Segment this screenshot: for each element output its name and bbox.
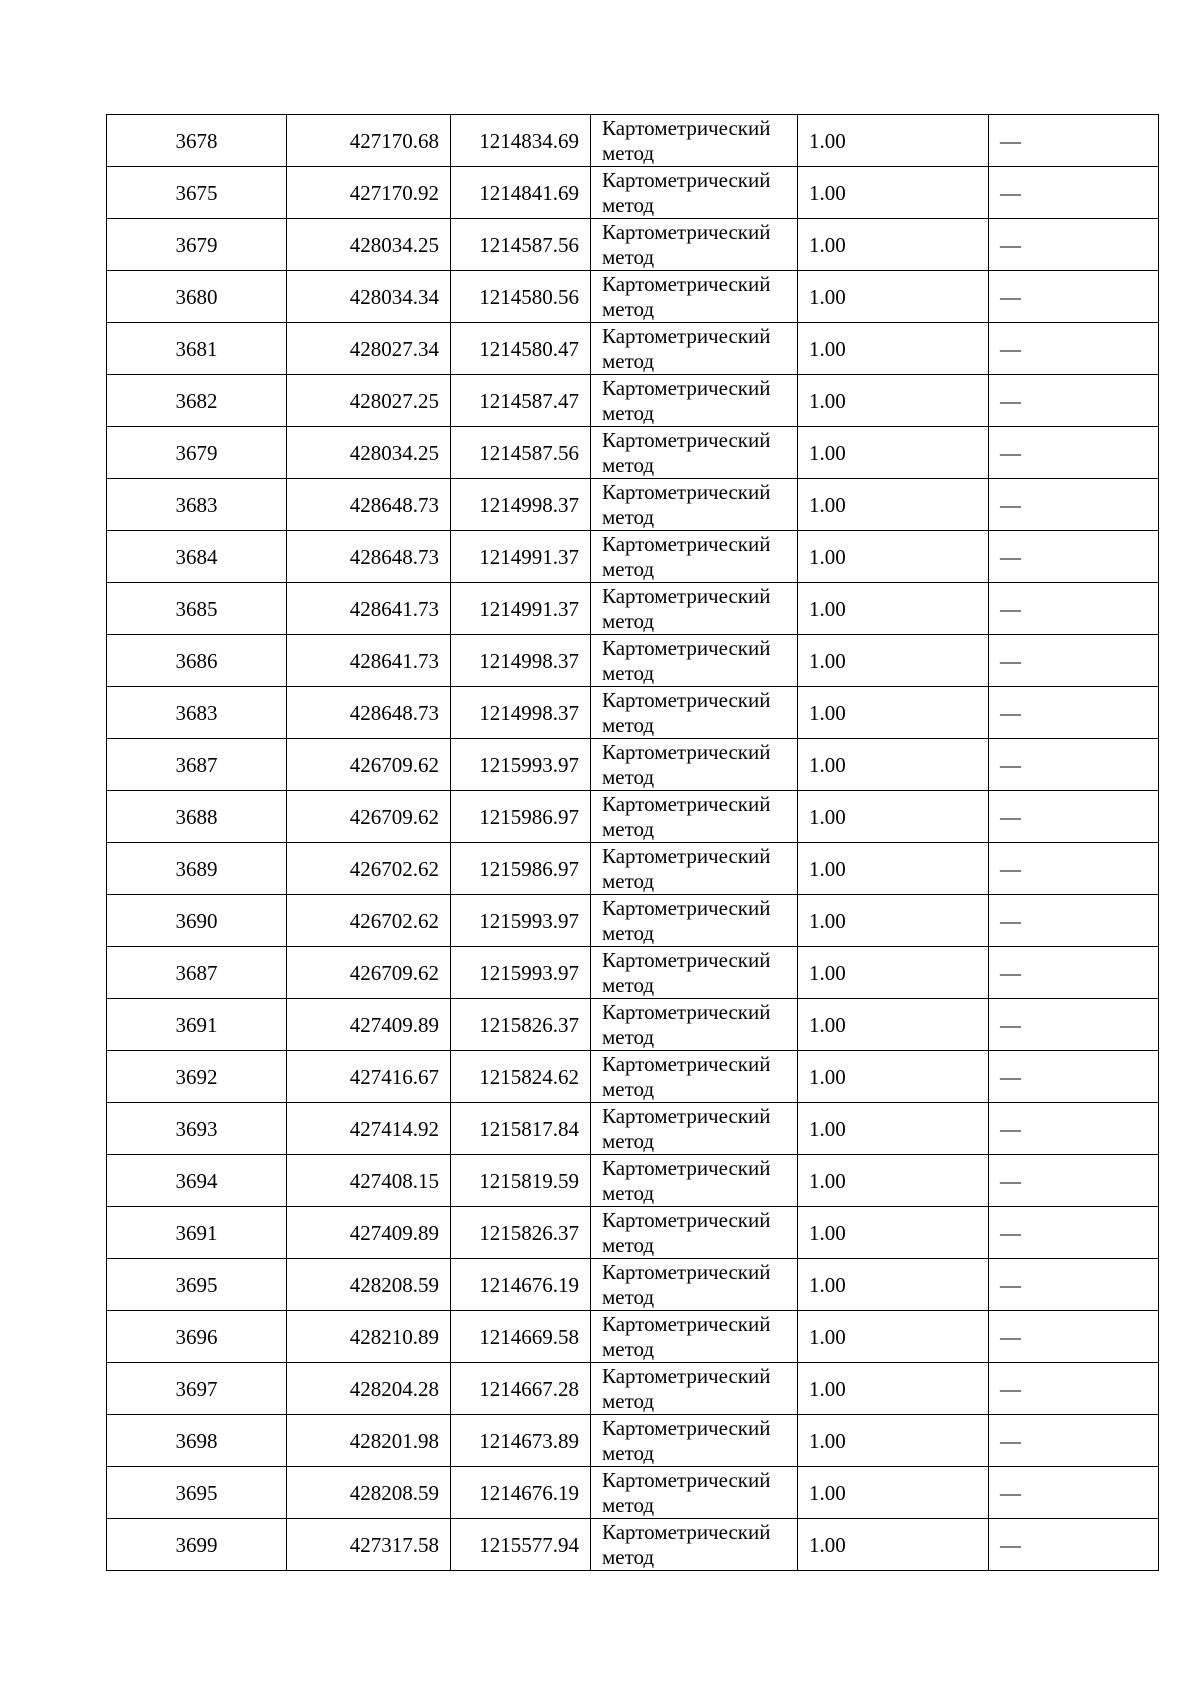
point-number-cell: 3678 [107,115,287,167]
description-cell: — [989,271,1159,323]
accuracy-cell: 1.00 [798,1051,989,1103]
point-number-cell: 3679 [107,219,287,271]
description-cell: — [989,583,1159,635]
description-cell: — [989,1259,1159,1311]
method-cell [591,999,798,1051]
table-row [107,635,1159,687]
method-cell [591,1415,798,1467]
accuracy-cell: 1.00 [798,1155,989,1207]
table-row [107,531,1159,583]
accuracy-cell: 1.00 [798,583,989,635]
y-coordinate-cell: 1214580.47 [451,323,591,375]
method-line: метод [602,816,655,841]
method-line: Картометрический [602,375,771,400]
accuracy-cell: 1.00 [798,1259,989,1311]
table-row [107,947,1159,999]
method-line: Картометрический [602,947,771,972]
x-coordinate-cell: 428648.73 [287,479,451,531]
x-coordinate-cell: 428648.73 [287,531,451,583]
description-cell: — [989,1207,1159,1259]
method-line: Картометрический [602,1363,771,1388]
description-cell: — [989,1155,1159,1207]
table-row [107,1519,1159,1571]
table-row [107,739,1159,791]
x-coordinate-cell: 428027.34 [287,323,451,375]
y-coordinate-cell: 1214587.56 [451,427,591,479]
y-coordinate-cell: 1214998.37 [451,635,591,687]
point-number-cell: 3691 [107,999,287,1051]
method-line: Картометрический [602,999,771,1024]
y-coordinate-cell: 1214834.69 [451,115,591,167]
table-row [107,167,1159,219]
y-coordinate-cell: 1215824.62 [451,1051,591,1103]
method-line: метод [602,1180,655,1205]
description-cell: — [989,687,1159,739]
method-line: метод [602,192,655,217]
method-line: Картометрический [602,791,771,816]
accuracy-cell: 1.00 [798,687,989,739]
description-cell: — [989,1103,1159,1155]
method-line: Картометрический [602,739,771,764]
x-coordinate-cell: 428641.73 [287,583,451,635]
table-row [107,323,1159,375]
point-number-cell: 3696 [107,1311,287,1363]
y-coordinate-cell: 1214667.28 [451,1363,591,1415]
method-cell [591,843,798,895]
method-line: метод [602,140,655,165]
method-line: Картометрический [602,843,771,868]
x-coordinate-cell: 428034.25 [287,427,451,479]
accuracy-cell: 1.00 [798,115,989,167]
table-row [107,791,1159,843]
table-row [107,1051,1159,1103]
y-coordinate-cell: 1215993.97 [451,947,591,999]
accuracy-cell: 1.00 [798,323,989,375]
method-cell [591,739,798,791]
method-line: Картометрический [602,271,771,296]
method-cell [591,375,798,427]
description-cell: — [989,1415,1159,1467]
x-coordinate-cell: 428641.73 [287,635,451,687]
table-row [107,583,1159,635]
method-line: метод [602,348,655,373]
method-cell [591,1363,798,1415]
method-line: метод [602,1440,655,1465]
description-cell: — [989,427,1159,479]
description-cell: — [989,1311,1159,1363]
method-line: Картометрический [602,687,771,712]
method-line: Картометрический [602,1467,771,1492]
table-row [107,427,1159,479]
method-line: метод [602,920,655,945]
point-number-cell: 3692 [107,1051,287,1103]
point-number-cell: 3684 [107,531,287,583]
accuracy-cell: 1.00 [798,1519,989,1571]
x-coordinate-cell: 427409.89 [287,1207,451,1259]
method-line: метод [602,1232,655,1257]
table-row [107,375,1159,427]
description-cell: — [989,115,1159,167]
method-cell [591,687,798,739]
method-line: метод [602,1076,655,1101]
description-cell: — [989,1051,1159,1103]
method-line: Картометрический [602,1311,771,1336]
table-row [107,1207,1159,1259]
method-line: метод [602,608,655,633]
method-line: метод [602,660,655,685]
point-number-cell: 3691 [107,1207,287,1259]
y-coordinate-cell: 1214841.69 [451,167,591,219]
method-cell [591,323,798,375]
method-line: Картометрический [602,1103,771,1128]
method-line: Картометрический [602,635,771,660]
description-cell: — [989,895,1159,947]
coordinates-table [106,114,1159,1571]
accuracy-cell: 1.00 [798,1363,989,1415]
method-cell [591,1311,798,1363]
method-cell [591,895,798,947]
table-row [107,843,1159,895]
method-line: Картометрический [602,1207,771,1232]
point-number-cell: 3695 [107,1467,287,1519]
x-coordinate-cell: 428208.59 [287,1467,451,1519]
method-line: метод [602,1128,655,1153]
description-cell: — [989,479,1159,531]
accuracy-cell: 1.00 [798,635,989,687]
point-number-cell: 3699 [107,1519,287,1571]
description-cell: — [989,219,1159,271]
method-line: Картометрический [602,1415,771,1440]
point-number-cell: 3686 [107,635,287,687]
y-coordinate-cell: 1214991.37 [451,531,591,583]
point-number-cell: 3675 [107,167,287,219]
x-coordinate-cell: 428208.59 [287,1259,451,1311]
method-line: Картометрический [602,583,771,608]
method-line: Картометрический [602,1051,771,1076]
description-cell: — [989,791,1159,843]
method-line: Картометрический [602,427,771,452]
method-line: метод [602,452,655,477]
x-coordinate-cell: 428210.89 [287,1311,451,1363]
accuracy-cell: 1.00 [798,1415,989,1467]
accuracy-cell: 1.00 [798,479,989,531]
method-cell [591,583,798,635]
y-coordinate-cell: 1214998.37 [451,687,591,739]
point-number-cell: 3682 [107,375,287,427]
description-cell: — [989,947,1159,999]
method-line: Картометрический [602,531,771,556]
x-coordinate-cell: 427409.89 [287,999,451,1051]
point-number-cell: 3681 [107,323,287,375]
x-coordinate-cell: 428648.73 [287,687,451,739]
method-line: метод [602,400,655,425]
y-coordinate-cell: 1214991.37 [451,583,591,635]
y-coordinate-cell: 1214587.47 [451,375,591,427]
point-number-cell: 3683 [107,479,287,531]
x-coordinate-cell: 427416.67 [287,1051,451,1103]
accuracy-cell: 1.00 [798,1311,989,1363]
y-coordinate-cell: 1214676.19 [451,1259,591,1311]
point-number-cell: 3698 [107,1415,287,1467]
table-row [107,1103,1159,1155]
accuracy-cell: 1.00 [798,531,989,583]
accuracy-cell: 1.00 [798,219,989,271]
description-cell: — [989,531,1159,583]
point-number-cell: 3688 [107,791,287,843]
table-row [107,115,1159,167]
method-cell [591,167,798,219]
y-coordinate-cell: 1215986.97 [451,843,591,895]
point-number-cell: 3680 [107,271,287,323]
description-cell: — [989,739,1159,791]
method-line: Картометрический [602,1519,771,1544]
x-coordinate-cell: 427408.15 [287,1155,451,1207]
y-coordinate-cell: 1214669.58 [451,1311,591,1363]
method-line: Картометрический [602,167,771,192]
description-cell: — [989,843,1159,895]
accuracy-cell: 1.00 [798,999,989,1051]
y-coordinate-cell: 1215993.97 [451,739,591,791]
y-coordinate-cell: 1214998.37 [451,479,591,531]
y-coordinate-cell: 1215826.37 [451,1207,591,1259]
table-body [107,115,1159,1571]
method-cell [591,531,798,583]
method-cell [591,1207,798,1259]
method-line: метод [602,1024,655,1049]
description-cell: — [989,1467,1159,1519]
method-line: метод [602,1388,655,1413]
method-cell [591,115,798,167]
method-line: метод [602,972,655,997]
method-line: метод [602,244,655,269]
point-number-cell: 3687 [107,739,287,791]
accuracy-cell: 1.00 [798,895,989,947]
y-coordinate-cell: 1215986.97 [451,791,591,843]
y-coordinate-cell: 1214676.19 [451,1467,591,1519]
x-coordinate-cell: 426709.62 [287,947,451,999]
point-number-cell: 3689 [107,843,287,895]
method-cell [591,479,798,531]
x-coordinate-cell: 426702.62 [287,843,451,895]
accuracy-cell: 1.00 [798,427,989,479]
y-coordinate-cell: 1215993.97 [451,895,591,947]
table-row [107,1259,1159,1311]
accuracy-cell: 1.00 [798,843,989,895]
method-cell [591,1155,798,1207]
point-number-cell: 3694 [107,1155,287,1207]
y-coordinate-cell: 1215826.37 [451,999,591,1051]
table-row [107,1155,1159,1207]
accuracy-cell: 1.00 [798,1103,989,1155]
method-line: Картометрический [602,115,771,140]
x-coordinate-cell: 428204.28 [287,1363,451,1415]
method-cell [591,1259,798,1311]
table-row [107,479,1159,531]
method-cell [591,1103,798,1155]
accuracy-cell: 1.00 [798,375,989,427]
table-row [107,999,1159,1051]
description-cell: — [989,1519,1159,1571]
method-line: метод [602,764,655,789]
method-line: метод [602,556,655,581]
x-coordinate-cell: 426709.62 [287,739,451,791]
point-number-cell: 3693 [107,1103,287,1155]
table-row [107,271,1159,323]
method-cell [591,1051,798,1103]
y-coordinate-cell: 1214580.56 [451,271,591,323]
description-cell: — [989,167,1159,219]
table-row [107,219,1159,271]
description-cell: — [989,635,1159,687]
accuracy-cell: 1.00 [798,1467,989,1519]
method-line: метод [602,868,655,893]
method-cell [591,219,798,271]
table-row [107,1311,1159,1363]
table-row [107,1415,1159,1467]
method-line: Картометрический [602,895,771,920]
method-line: метод [602,1544,655,1569]
point-number-cell: 3697 [107,1363,287,1415]
point-number-cell: 3679 [107,427,287,479]
description-cell: — [989,375,1159,427]
point-number-cell: 3687 [107,947,287,999]
x-coordinate-cell: 427317.58 [287,1519,451,1571]
method-cell [591,947,798,999]
table-row [107,1363,1159,1415]
method-line: метод [602,1336,655,1361]
description-cell: — [989,323,1159,375]
description-cell: — [989,999,1159,1051]
x-coordinate-cell: 427414.92 [287,1103,451,1155]
method-line: метод [602,1284,655,1309]
y-coordinate-cell: 1215577.94 [451,1519,591,1571]
point-number-cell: 3683 [107,687,287,739]
method-cell [591,427,798,479]
x-coordinate-cell: 428201.98 [287,1415,451,1467]
x-coordinate-cell: 426702.62 [287,895,451,947]
table-row [107,895,1159,947]
accuracy-cell: 1.00 [798,1207,989,1259]
point-number-cell: 3685 [107,583,287,635]
y-coordinate-cell: 1214587.56 [451,219,591,271]
point-number-cell: 3695 [107,1259,287,1311]
x-coordinate-cell: 428034.25 [287,219,451,271]
method-line: Картометрический [602,479,771,504]
accuracy-cell: 1.00 [798,167,989,219]
accuracy-cell: 1.00 [798,947,989,999]
table-row [107,687,1159,739]
method-line: метод [602,1492,655,1517]
method-cell [591,791,798,843]
method-line: Картометрический [602,323,771,348]
x-coordinate-cell: 428034.34 [287,271,451,323]
accuracy-cell: 1.00 [798,271,989,323]
method-line: Картометрический [602,219,771,244]
method-line: метод [602,504,655,529]
method-cell [591,1467,798,1519]
y-coordinate-cell: 1215819.59 [451,1155,591,1207]
method-line: метод [602,296,655,321]
table-row [107,1467,1159,1519]
method-cell [591,635,798,687]
method-line: метод [602,712,655,737]
description-cell: — [989,1363,1159,1415]
x-coordinate-cell: 428027.25 [287,375,451,427]
method-line: Картометрический [602,1259,771,1284]
y-coordinate-cell: 1215817.84 [451,1103,591,1155]
method-line: Картометрический [602,1155,771,1180]
x-coordinate-cell: 427170.92 [287,167,451,219]
accuracy-cell: 1.00 [798,791,989,843]
method-cell [591,271,798,323]
x-coordinate-cell: 426709.62 [287,791,451,843]
y-coordinate-cell: 1214673.89 [451,1415,591,1467]
x-coordinate-cell: 427170.68 [287,115,451,167]
method-cell [591,1519,798,1571]
accuracy-cell: 1.00 [798,739,989,791]
point-number-cell: 3690 [107,895,287,947]
